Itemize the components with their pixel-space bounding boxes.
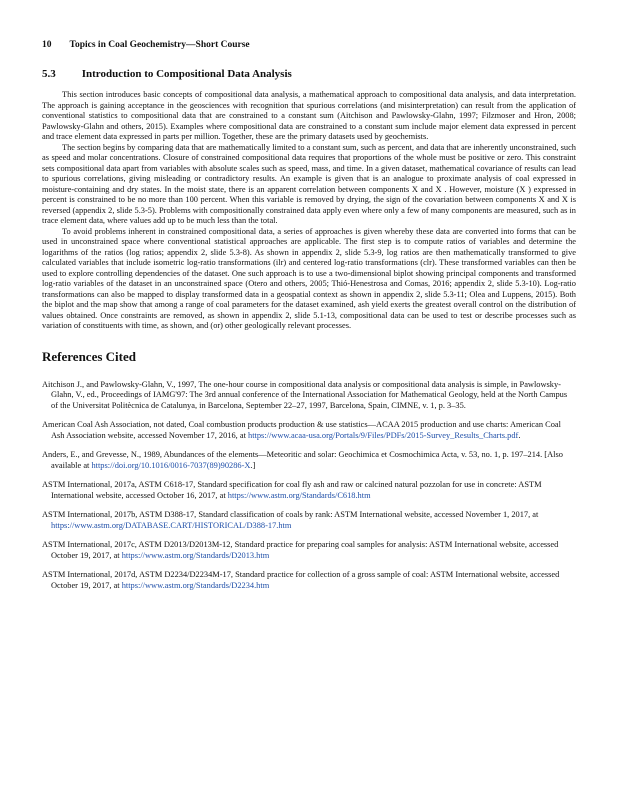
reference-after: .] bbox=[250, 460, 256, 470]
reference-text: ASTM International, 2017b, ASTM D388-17, Standard classification of coals by rank: ASTM International website, accessed November 1, 2017, at bbox=[42, 510, 539, 519]
paragraph-1: This section introduces basic concepts of compositional data analysis, a mathematical approach to compositional data analysis, and data interpretation. The approach is gaining acceptance in the geosciences with recognition that spurious correlations (and misinterpretation) can result from the application of conventional statistics to compositional data that are constrained to a constant sum (Aitchison and Pawlowsky-Glahn, 1997; Filzmoser and Hron, 2008; Pawlowsky-Glahn and others, 2015). Examples where compositional data are constrained to a constant sum include major element data expressed in percent and trace element data expressed in parts per million. Together, these are the primary datasets used by geochemists. bbox=[42, 90, 576, 141]
reference-item bbox=[42, 510, 576, 531]
section-number: 5.3 bbox=[42, 68, 56, 80]
reference-text: Anders, E., and Grevesse, N., 1989, Abundances of the elements—Meteoritic and solar: Geochimica et Cosmochimica Acta, v. 53, no. 1, p. 197–214. [Also available at bbox=[42, 450, 563, 470]
reference-item bbox=[42, 380, 576, 412]
reference-link[interactable]: https://www.astm.org/DATABASE.CART/HISTORICAL/D388-17.htm bbox=[51, 520, 292, 530]
reference-item bbox=[42, 570, 576, 591]
reference-link[interactable]: https://www.astm.org/Standards/D2013.htm bbox=[121, 550, 270, 560]
reference-item bbox=[42, 420, 576, 441]
running-head bbox=[42, 40, 576, 50]
reference-text: Aitchison J., and Pawlowsky-Glahn, V., 1997, The one-hour course in compositional data analysis or compositional data analysis is simple, in Pawlowsky-Glahn, V., ed., Proceedings of IAMG'97: The 3rd annual conference of the International Association for Mathematical Geology, held at the North Campus of the Universitat Politècnica de Catalunya, in Barcelona, September 22–27, 1997, Barcelona, Spain, CIMNE, v. 1, p. 3–35. bbox=[42, 379, 568, 410]
reference-text: ASTM International, 2017c, ASTM D2013/D2013M-12, Standard practice for preparing coal samples for analysis: ASTM International website, accessed October 19, 2017, at bbox=[42, 540, 559, 560]
section-body bbox=[42, 90, 576, 332]
reference-text: ASTM International, 2017a, ASTM C618-17, Standard specification for coal fly ash and raw or calcined natural pozzolan for use in concrete: ASTM International website, accessed October 16, 2017, at bbox=[42, 480, 542, 500]
reference-link[interactable]: https://www.astm.org/Standards/C618.htm bbox=[227, 490, 371, 500]
section-title: Introduction to Compositional Data Analysis bbox=[81, 68, 292, 80]
page-number: 10 bbox=[42, 40, 52, 50]
paragraph-3: To avoid problems inherent in constrained compositional data, a series of approaches is given whereby these data are converted into forms that can be used in unconstrained space where conventional statistical approaches are applicable. The first step is to compute ratios of variables and determine the logarithms of the ratios (log ratios; appendix 2, slide 5.3-8). As shown in appendix 2, slide 5.3-9, log ratios are then mathematically transformed to give calculated variables that include isometric log-ratio transformations (ilr) and centered log-ratio transformations (clr). These transformed variables can then be used to explore controlling dependencies of the dataset. One such approach is to use a two-dimensional biplot showing principal components and transformed log-ratio variables of the dataset in an unconstrained space (Otero and others, 2005; Thió-Henestrosa and Comas, 2016; appendix 2, slide 5.3-10). Log-ratio transformations can also be mapped to display transformed data in a geospatial context as shown in appendix 2, slide 5.3-11; Olea and Luppens, 2015). Both the biplot and the map show that among a range of coal parameters for the dataset examined, ash yield exerts the greatest overall control on the distribution of values obtained. Once constraints are removed, as shown in appendix 2, slide 5.1-13, compositional data can be used to test or describe processes such as variation of constituents with time, as shown, and (or) other geologically relevant processes. bbox=[42, 226, 576, 330]
reference-item bbox=[42, 480, 576, 501]
running-title: Topics in Coal Geochemistry—Short Course bbox=[69, 40, 250, 50]
references-heading: References Cited bbox=[42, 348, 136, 364]
reference-link[interactable]: https://www.astm.org/Standards/D2234.htm bbox=[121, 580, 270, 590]
reference-text: ASTM International, 2017d, ASTM D2234/D2234M-17, Standard practice for collection of a gross sample of coal: ASTM International website, accessed October 19, 2017, at bbox=[42, 570, 560, 590]
references-list bbox=[42, 380, 576, 592]
reference-item bbox=[42, 450, 576, 471]
reference-link[interactable]: https://doi.org/10.1016/0016-7037(89)90286-X bbox=[91, 460, 251, 470]
page bbox=[42, 40, 576, 600]
reference-item bbox=[42, 540, 576, 561]
reference-link[interactable]: https://www.acaa-usa.org/Portals/9/Files/PDFs/2015-Survey_Results_Charts.pdf bbox=[248, 430, 519, 440]
section-heading bbox=[42, 68, 576, 80]
reference-text: American Coal Ash Association, not dated, Coal combustion products production & use statistics—ACAA 2015 production and use charts: American Coal Ash Association website, accessed November 17, 2016, at bbox=[42, 420, 561, 440]
paragraph-2: The section begins by comparing data that are mathematically limited to a constant sum, such as percent, and data that are inherently unconstrained, such as speed and molar concentrations. Closure of constrained compositional data requires that proportions of the whole must be positive or zero. This constraint sets compositional data apart from variables with absolute scales such as speed, mass, and time. In a given dataset, mathematical covariance of results can lead to spurious correlations, giving misleading or contradictory results. An example is given that is an analogue to proximate analysis of coal expressed in moisture-containing and dry states. In the moist state, there is an apparent correlation between components X and X . However, moisture (X ) expressed in percent is constrained to be no more than 100 percent. When this variable is removed by drying, the sign of the covariation between components X and X is reversed (appendix 2, slide 5.3-5). Problems with compositionally constrained data apply even where only a few of many components are measured, such as in trace element data, where values add up to be much less than the total. bbox=[42, 142, 576, 225]
reference-after: . bbox=[518, 430, 521, 440]
